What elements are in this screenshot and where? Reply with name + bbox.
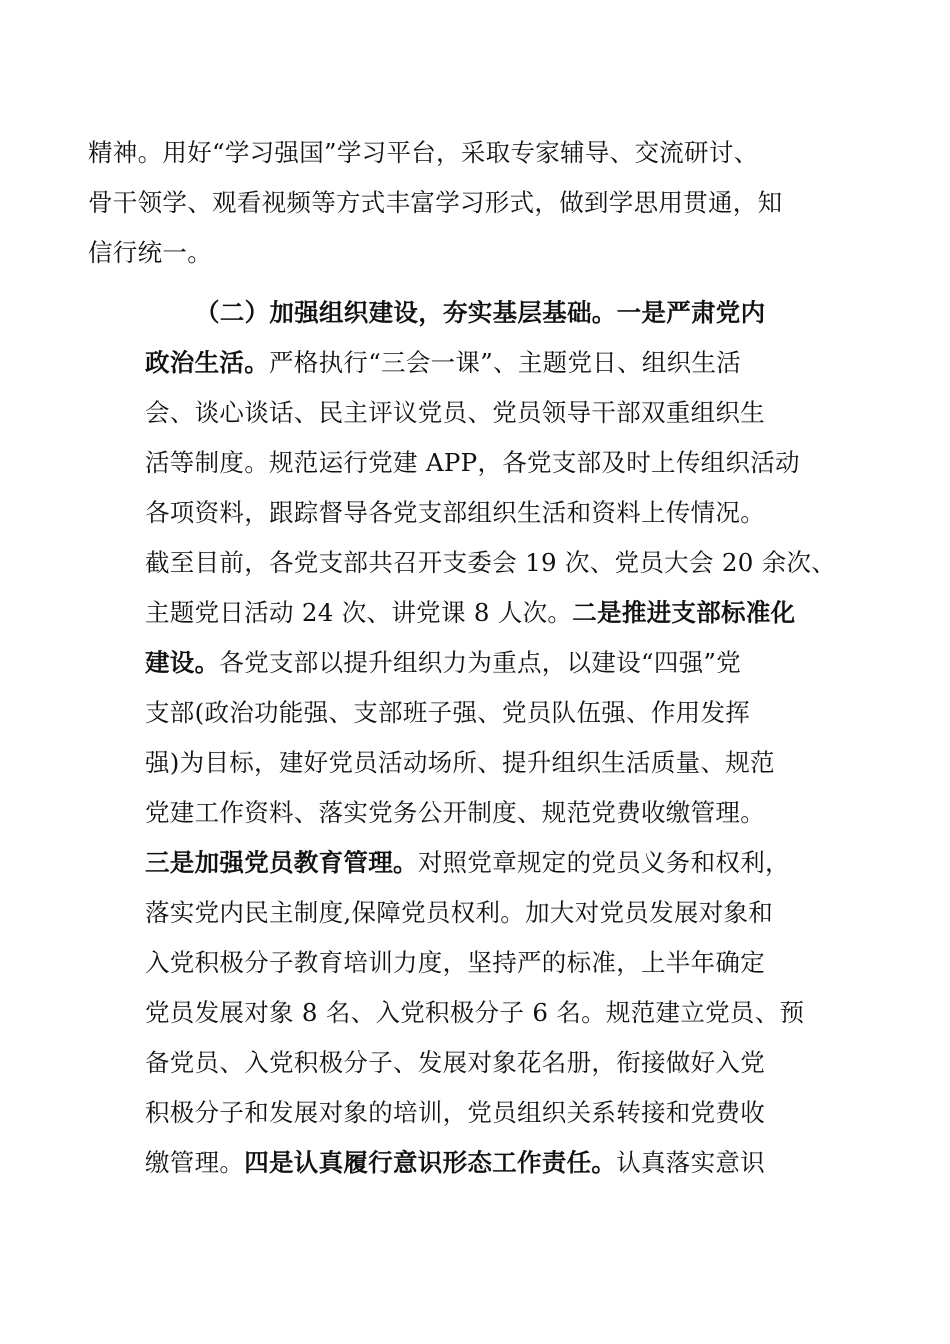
text-run: 强)为目标，建好党员活动场所、提升组织生活质量、规范 <box>145 748 775 777</box>
text-run: 严格执行“三会一课”、主题党日、组织生活 <box>269 348 742 377</box>
text-line <box>145 996 804 1030</box>
text-run: 活等制度。规范运行党建 APP，各党支部及时上传组织活动 <box>145 448 800 477</box>
text-run: 认真落实意识 <box>616 1148 766 1177</box>
text-run: 信行统一。 <box>88 238 212 267</box>
text-run: 精神。用好“学习强国”学习平台，采取专家辅导、交流研讨、 <box>88 138 759 167</box>
text-run: 支部(政治功能强、支部班子强、党员队伍强、作用发挥 <box>145 698 751 727</box>
text-line <box>145 746 775 780</box>
text-run: 党建工作资料、落实党务公开制度、规范党费收缴管理。 <box>145 798 765 827</box>
bold-text-run: 二是推进支部标准化 <box>572 598 796 627</box>
text-run: 主题党日活动 24 次、讲党课 8 人次。 <box>145 598 573 627</box>
text-run: 各项资料，跟踪督导各党支部组织生活和资料上传情况。 <box>145 498 765 527</box>
text-line <box>88 136 758 170</box>
text-line <box>145 1046 765 1080</box>
text-run: 缴管理。 <box>145 1148 245 1177</box>
text-line <box>145 446 800 480</box>
bold-text-run: 三是加强党员教育管理。 <box>145 848 418 877</box>
text-run: 会、谈心谈话、民主评议党员、党员领导干部双重组织生 <box>145 398 765 427</box>
text-run: 积极分子和发展对象的培训，党员组织关系转接和党费收 <box>145 1098 765 1127</box>
text-line <box>145 1146 765 1180</box>
bold-text-run: 建设。 <box>145 648 220 677</box>
text-run: 入党积极分子教育培训力度，坚持严的标准，上半年确定 <box>145 948 765 977</box>
text-line <box>145 596 795 630</box>
text-line <box>88 186 782 220</box>
text-line <box>145 946 765 980</box>
text-line <box>145 396 765 430</box>
text-run: 骨干领学、观看视频等方式丰富学习形式，做到学思用贯通，知 <box>88 188 783 217</box>
text-line <box>88 236 212 270</box>
text-line <box>145 1096 765 1130</box>
text-run: 落实党内民主制度,保障党员权利。加大对党员发展对象和 <box>145 898 774 927</box>
text-line <box>145 896 773 930</box>
bold-text-run: 四是认真履行意识形态工作责任。 <box>244 1148 617 1177</box>
text-run: 备党员、入党积极分子、发展对象花名册，衔接做好入党 <box>145 1048 765 1077</box>
text-line <box>145 546 836 580</box>
bold-text-run: （二）加强组织建设，夯实基层基础。一是严肃党内 <box>195 298 766 327</box>
text-run: 各党支部以提升组织力为重点，以建设“四强”党 <box>219 648 742 677</box>
text-line <box>145 846 790 880</box>
text-line <box>145 796 765 830</box>
bold-text-run: 政治生活。 <box>145 348 269 377</box>
text-line <box>145 696 750 730</box>
section-heading <box>195 296 765 330</box>
text-line <box>145 346 741 380</box>
text-run: 截至目前，各党支部共召开支委会 19 次、党员大会 20 余次、 <box>145 548 837 577</box>
text-line <box>145 496 765 530</box>
text-run: 对照党章规定的党员义务和权利， <box>417 848 790 877</box>
text-line <box>145 646 741 680</box>
text-run: 党员发展对象 8 名、入党积极分子 6 名。规范建立党员、预 <box>145 998 805 1027</box>
